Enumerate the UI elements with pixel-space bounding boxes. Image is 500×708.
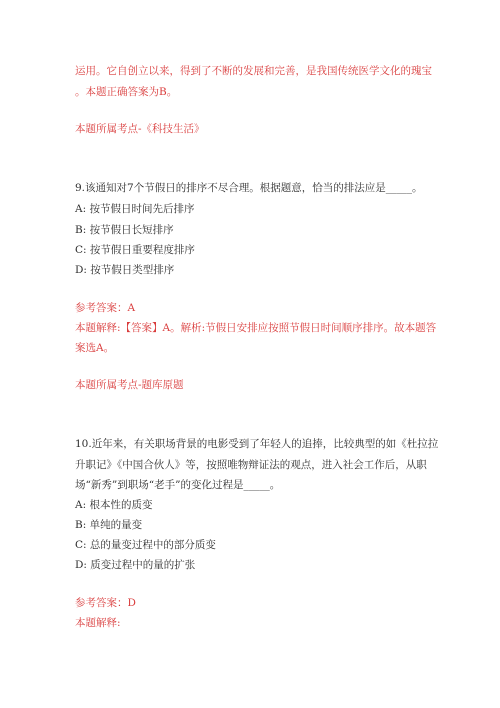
question-10-stem-line-2: 升职记》《中国合伙人》等，按照唯物辩证法的观点，进入社会工作后，从职: [75, 459, 427, 471]
question-10-stem-line-1: 10.近年来，有关职场背景的电影受到了年轻人的追捧，比较典型的如《杜拉拉: [75, 438, 439, 450]
question-9-answer: 参考答案：A: [75, 302, 136, 314]
question-9-explanation-line-2: 案选A。: [75, 342, 115, 354]
question-10-option-d: D: 质变过程中的量的扩张: [75, 559, 196, 571]
question-9-option-d: D: 按节假日类型排序: [75, 264, 175, 276]
question-9-option-b: B: 按节假日长短排序: [75, 224, 174, 236]
question-10-stem-line-3: 场“新秀”到职场“老手”的变化过程是_____。: [75, 479, 281, 491]
question-10-option-a: A: 根本性的质变: [75, 499, 153, 511]
question-9-stem: 9.该通知对7个节假日的排序不尽合理。根据题意，恰当的排法应是_____。: [75, 182, 423, 194]
question-9-option-c: C: 按节假日重要程度排序: [75, 244, 195, 256]
question-9-option-a: A: 按节假日时间先后排序: [75, 203, 195, 215]
question-10-answer: 参考答案：D: [75, 597, 136, 609]
previous-explanation-line-1: 运用。它自创立以来，得到了不断的发展和完善，是我国传统医学文化的瑰宝: [75, 65, 432, 77]
question-10-option-c: C: 总的量变过程中的部分质变: [75, 539, 216, 551]
previous-explanation-line-2: 。本题正确答案为B。: [75, 86, 178, 98]
question-10-explanation-label: 本题解释:: [75, 617, 121, 629]
question-9-explanation-line-1: 本题解释:【答案】A。解析:节假日安排应按照节假日时间顺序排序。故本题答: [75, 322, 437, 334]
question-10-option-b: B: 单纯的量变: [75, 519, 143, 531]
question-9-category: 本题所属考点-题库原题: [75, 379, 184, 391]
previous-question-category: 本题所属考点-《科技生活》: [75, 123, 205, 135]
